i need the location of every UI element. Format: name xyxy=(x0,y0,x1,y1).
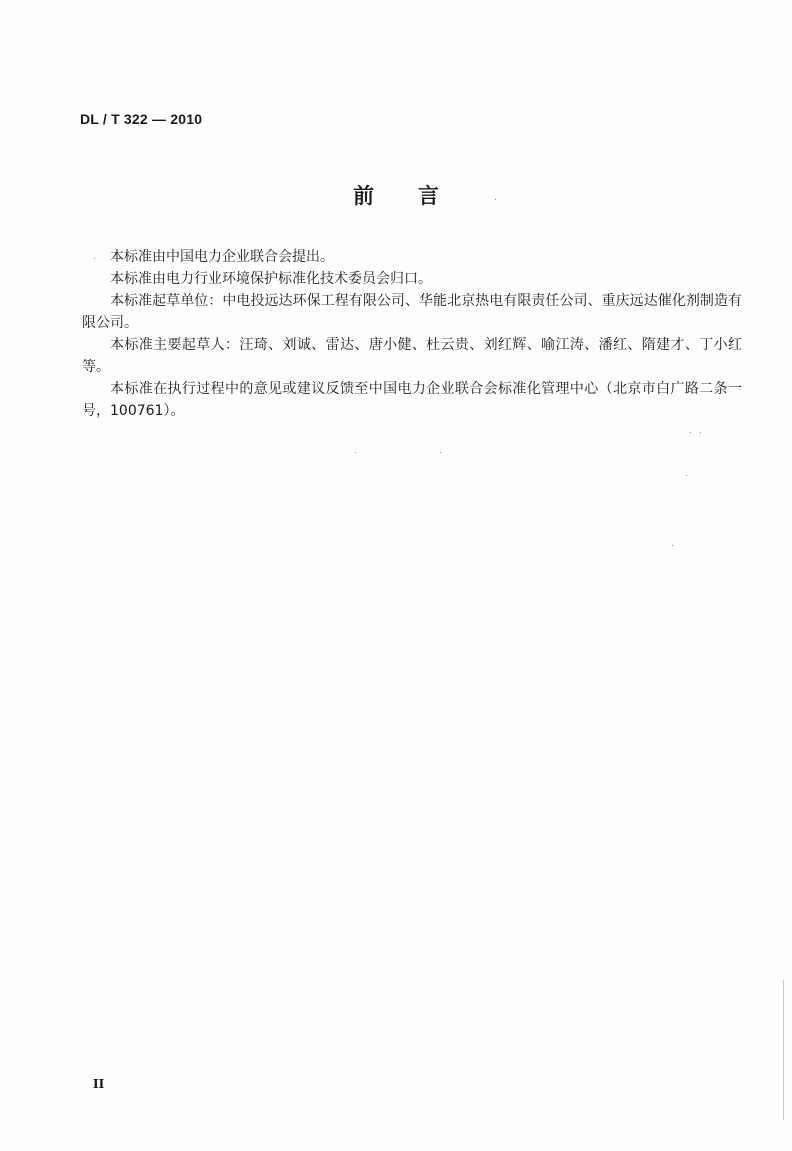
preface-title xyxy=(0,180,792,210)
paragraph-drafters: 本标准主要起草人：汪琦、刘诚、雷达、唐小健、杜云贵、刘红辉、喻江涛、潘红、隋建才、丁小红等。 xyxy=(82,337,742,375)
paragraph-drafting-units: 本标准起草单位：中电投远达环保工程有限公司、华能北京热电有限责任公司、重庆远达催化剂制造有限公司。 xyxy=(82,293,742,331)
page-number: II xyxy=(93,1077,105,1091)
title-char-2: 言 xyxy=(418,184,439,208)
scan-speck xyxy=(94,258,95,259)
title-char-1: 前 xyxy=(353,184,374,208)
paragraph-feedback: 本标准在执行过程中的意见或建议反馈至中国电力企业联合会标准化管理中心（北京市白广路二条一号，100761）。 xyxy=(82,381,742,419)
paragraph-proposer: 本标准由中国电力企业联合会提出。 xyxy=(110,249,334,265)
scan-speck xyxy=(495,199,496,200)
scan-edge-line xyxy=(783,980,784,1120)
paragraph-committee: 本标准由电力行业环境保护标准化技术委员会归口。 xyxy=(110,271,432,287)
scan-speck xyxy=(355,452,356,453)
preface-body xyxy=(82,246,742,422)
scan-speck xyxy=(686,475,687,476)
scan-speck xyxy=(690,432,691,433)
scan-speck xyxy=(672,545,673,546)
scan-speck xyxy=(700,432,701,433)
scan-speck xyxy=(440,452,441,453)
standard-code: DL / T 322 — 2010 xyxy=(80,111,203,127)
